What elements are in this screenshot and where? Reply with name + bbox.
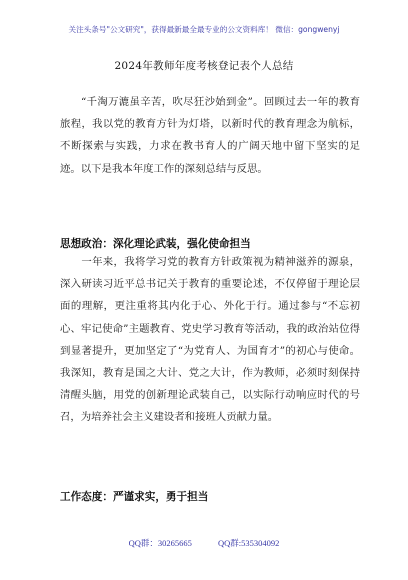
intro-paragraph-block (60, 91, 360, 180)
document-title: 2024年教师年度考核登记表个人总结 (114, 60, 294, 72)
section1-text: 一年来，我将学习党的教育方针政策视为精神滋养的源泉，深入研读习近平总书记关于教育的重要论述，不仅停留于理论层面的理解，更注重将其内化于心、外化于行。通过参与“不忘初心、牢记使命”主题教育、党史学习教育等活动，我的政治站位得到显著提升，更加坚定了“为党育人、为国育才”的初心与使命。我深知，教育是国之大计、党之大计，作为教师，必须时刻保持清醒头脑，用党的创新理论武装自己，以实际行动响应时代的号召，为培养社会主义建设者和接班人贡献力量。 (60, 256, 360, 424)
footer-qq (0, 537, 408, 549)
footer-qq-group-2: QQ群:535304092 (218, 538, 280, 548)
footer-qq-group-1: QQ群：30265665 (128, 538, 192, 548)
header-note: 关注头条号"公文研究"，获得最新最全最专业的公文资料库！ 微信：gongwenyj (68, 25, 340, 34)
section-heading-political: 思想政治：深化理论武装，强化使命担当 (60, 238, 251, 250)
section1-paragraph-block (60, 251, 360, 429)
intro-text: “千淘万漉虽辛苦，吹尽狂沙始到金”。回顾过去一年的教育旅程，我以党的教育方针为灯塔，以新时代的教育理念为航标，不断探索与实践，力求在教书育人的广阔天地中留下坚实的足迹。以下是我本年度工作的深刻总结与反思。 (60, 96, 360, 175)
section1-paragraph (60, 251, 360, 429)
section-heading-work-attitude: 工作态度：严谨求实，勇于担当 (60, 491, 209, 503)
intro-paragraph (60, 91, 360, 180)
